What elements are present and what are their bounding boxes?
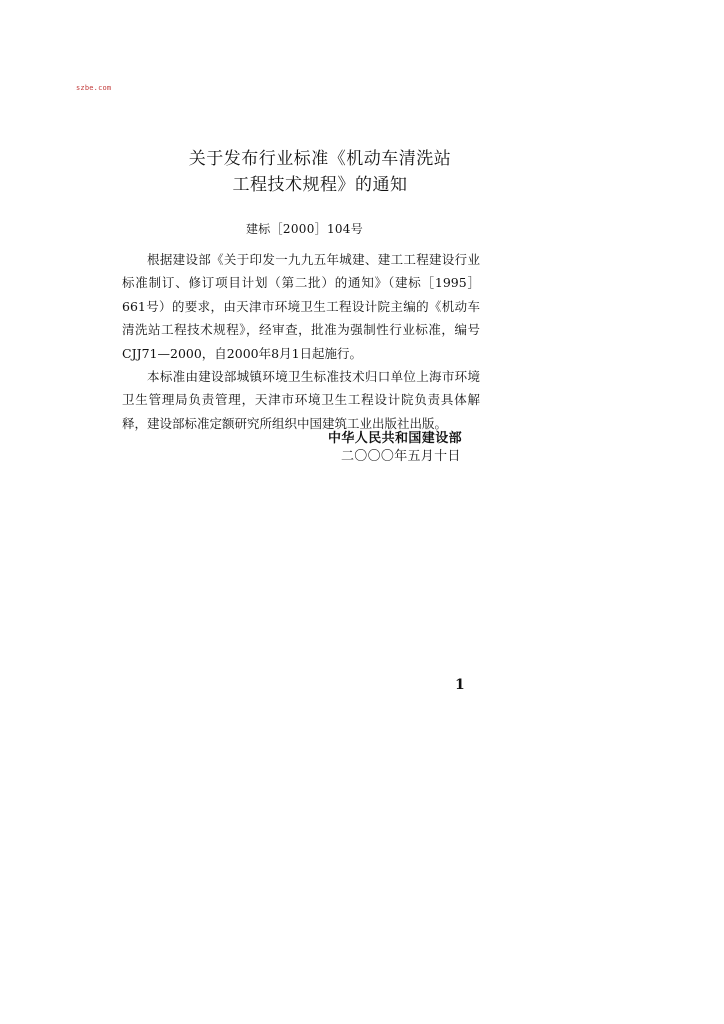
document-title-line-1: 关于发布行业标准《机动车清洗站 xyxy=(188,149,452,169)
document-body xyxy=(122,248,480,435)
issuer-signature: 中华人民共和国建设部 xyxy=(328,431,463,446)
body-paragraph: 根据建设部《关于印发一九九五年城建、建工工程建设行业标准制订、修订项目计划（第二批）的通知》（建标［1995］661号）的要求，由天津市环境卫生工程设计院主编的《机动车清洗站工程技术规程》，经审查，批准为强制性行业标准，编号CJJ71—2000，自2000年8月1日起施行。 xyxy=(122,252,480,361)
page-number: 1 xyxy=(455,677,465,693)
body-paragraph: 本标准由建设部城镇环境卫生标准技术归口单位上海市环境卫生管理局负责管理，天津市环境卫生工程设计院负责具体解释，建设部标准定额研究所组织中国建筑工业出版社出版。 xyxy=(122,369,480,431)
document-number: 建标［2000］104号 xyxy=(246,222,364,236)
watermark-text: szbe.com xyxy=(76,84,112,92)
issue-date: 二〇〇〇年五月十日 xyxy=(341,449,461,464)
document-title-line-2: 工程技术规程》的通知 xyxy=(232,175,408,195)
